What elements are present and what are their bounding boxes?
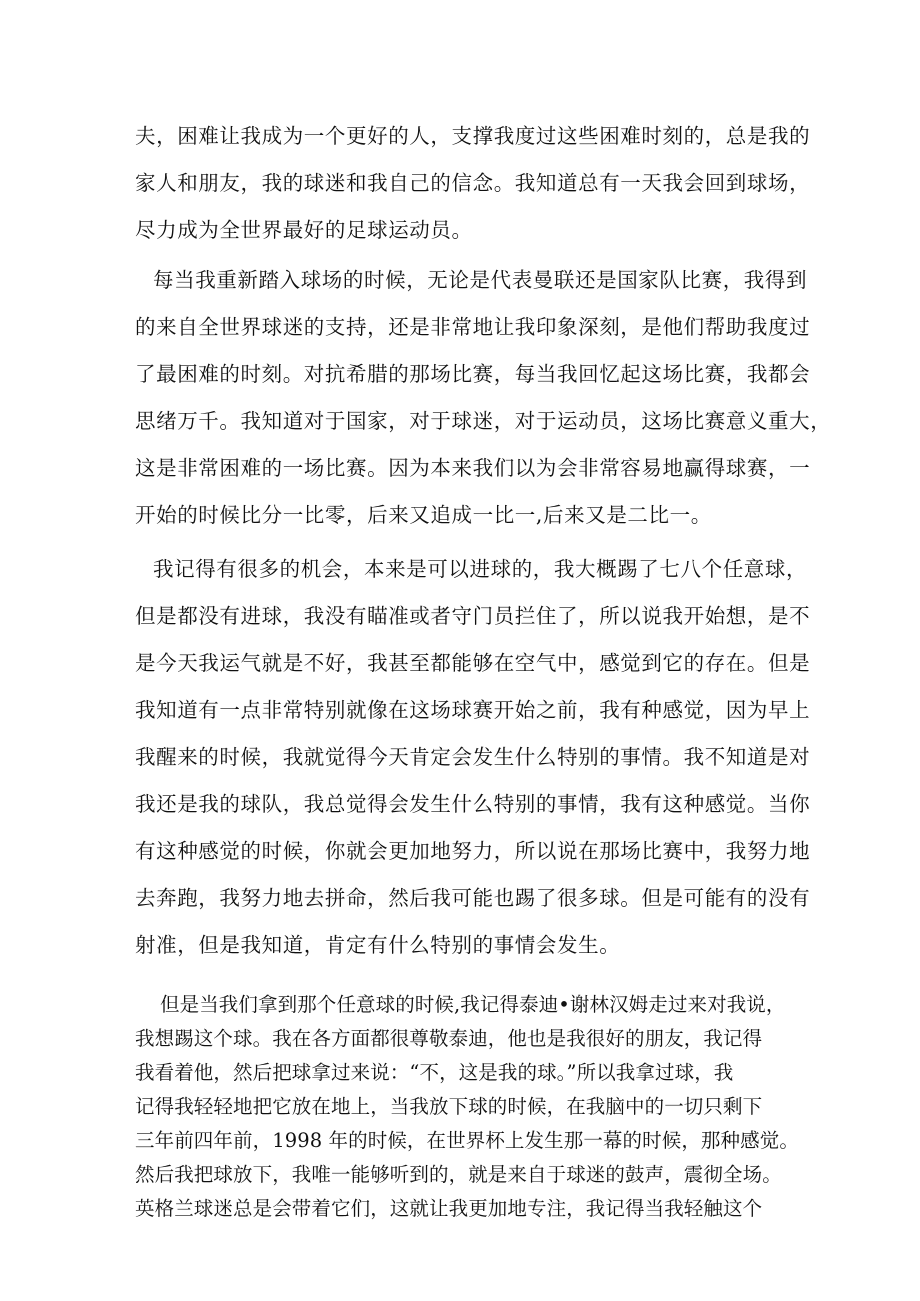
text-line: 去奔跑，我努力地去拼命，然后我可能也踢了很多球。但是可能有的没有	[135, 886, 811, 910]
text-line: 了最困难的时刻。对抗希腊的那场比赛，每当我回忆起这场比赛，我都会	[135, 362, 811, 386]
text-line: 尽力成为全世界最好的足球运动员。	[135, 218, 473, 242]
text-line: 我还是我的球队，我总觉得会发生什么特别的事情，我有这种感觉。当你	[135, 792, 811, 816]
text-line: 这是非常困难的一场比赛。因为本来我们以为会非常容易地赢得球赛，一	[135, 456, 811, 480]
text-line: 夫，困难让我成为一个更好的人，支撑我度过这些困难时刻的，总是我的	[135, 124, 811, 148]
text-line: 我看着他，然后把球拿过来说：“不，这是我的球。”所以我拿过球，我	[135, 1061, 734, 1084]
text-line: 我记得有很多的机会，本来是可以进球的，我大概踢了七八个任意球，	[153, 557, 808, 581]
text-line: 是今天我运气就是不好，我甚至都能够在空气中，感觉到它的存在。但是	[135, 651, 811, 675]
text-line: 我想踢这个球。我在各方面都很尊敬泰迪，他也是我很好的朋友，我记得	[135, 1027, 763, 1050]
text-line: 家人和朋友，我的球迷和我自己的信念。我知道总有一天我会回到球场，	[135, 171, 811, 195]
text-line: 英格兰球迷总是会带着它们，这就让我更加地专注，我记得当我轻触这个	[135, 1197, 763, 1220]
text-line: 有这种感觉的时候，你就会更加地努力，所以说在那场比赛中，我努力地	[135, 839, 811, 863]
text-line: 我醒来的时候，我就觉得今天肯定会发生什么特别的事情。我不知道是对	[135, 745, 811, 769]
text-line: 每当我重新踏入球场的时候，无论是代表曼联还是国家队比赛，我得到	[153, 268, 808, 292]
text-line: 然后我把球放下，我唯一能够听到的，就是来自于球迷的鼓声，震彻全场。	[135, 1163, 782, 1186]
text-line: 我知道有一点非常特别就像在这场球赛开始之前，我有种感觉，因为早上	[135, 698, 811, 722]
text-line: 记得我轻轻地把它放在地上，当我放下球的时候，在我脑中的一切只剩下	[135, 1095, 763, 1118]
text-line: 思绪万千。我知道对于国家，对于球迷，对于运动员，这场比赛意义重大，	[135, 409, 832, 433]
text-line: 三年前四年前，1998 年的时候，在世界杯上发生那一幕的时候，那种感觉。	[135, 1129, 799, 1152]
text-line: 的来自全世界球迷的支持，还是非常地让我印象深刻，是他们帮助我度过	[135, 315, 811, 339]
text-line: 射准，但是我知道，肯定有什么特别的事情会发生。	[135, 933, 621, 957]
text-line: 但是都没有进球，我没有瞄准或者守门员拦住了，所以说我开始想，是不	[135, 604, 811, 628]
text-line: 但是当我们拿到那个任意球的时候,我记得泰迪•谢林汉姆走过来对我说，	[160, 993, 786, 1016]
text-line: 开始的时候比分一比零，后来又追成一比一,后来又是二比一。	[135, 503, 712, 527]
